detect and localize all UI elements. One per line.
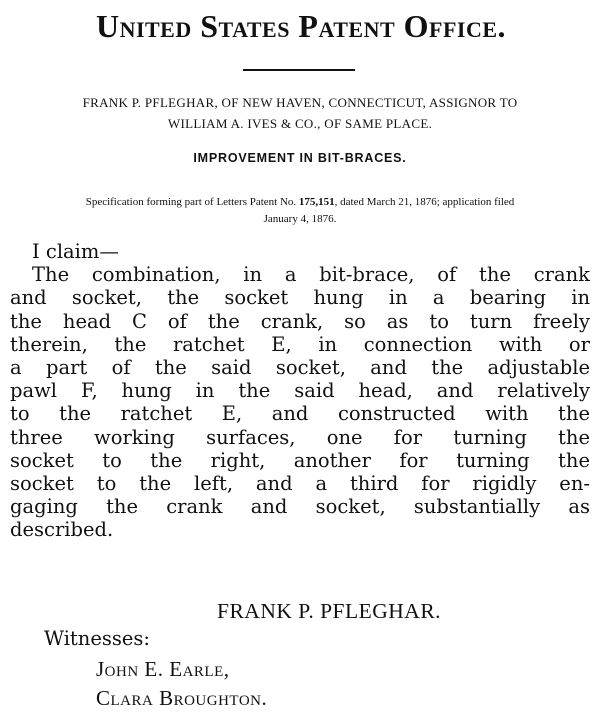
claim-line: a part of the said socket, and the adjustable [10, 355, 590, 379]
filed-date: January 4, 1876. [263, 213, 337, 225]
claim-line: The combination, in a bit-brace, of the crank [32, 263, 590, 287]
claim-line: the head C of the crank, so as to turn freely [10, 309, 590, 333]
claim-line: socket to the left, and a third for rigidly en- [10, 471, 590, 495]
witness-name: John E. Earle, [96, 657, 230, 681]
claim-line: gaging the crank and socket, substantially as [10, 495, 590, 519]
claim-block [10, 240, 590, 541]
claim-heading: I claim— [32, 240, 119, 263]
witnesses-label: Witnesses: [44, 627, 151, 650]
claim-line: to the ratchet E, and constructed with the [10, 402, 590, 426]
claim-line: three working surfaces, one for turning the [10, 425, 590, 449]
inventor-line-2: WILLIAM A. IVES & CO., OF SAME PLACE. [167, 116, 433, 131]
claim-line: socket to the right, another for turning the [10, 448, 590, 472]
claim-line: described. [10, 518, 114, 542]
claim-line: therein, the ratchet E, in connection with or [10, 332, 590, 356]
inventor-signature: FRANK P. PFLEGHAR. [217, 599, 442, 623]
office-heading: United States Patent Office. [95, 8, 507, 44]
patent-number: 175,151 [298, 196, 335, 208]
witness-name: Clara Broughton. [96, 686, 268, 710]
patent-title: IMPROVEMENT IN BIT-BRACES. [193, 151, 407, 165]
specification-suffix: , dated March 21, 1876; application filed [334, 196, 515, 208]
heading-rule [243, 69, 355, 71]
specification-block [10, 194, 590, 228]
claim-line: pawl F, hung in the said head, and relatively [10, 379, 590, 403]
inventor-line-1: FRANK P. PFLEGHAR, OF NEW HAVEN, CONNECTICUT, ASSIGNOR TO [82, 95, 518, 110]
inventor-block [10, 92, 590, 134]
claim-line: and socket, the socket hung in a bearing in [10, 286, 590, 310]
specification-prefix: Specification forming part of Letters Patent No. [85, 196, 297, 208]
specification-line [10, 194, 590, 211]
